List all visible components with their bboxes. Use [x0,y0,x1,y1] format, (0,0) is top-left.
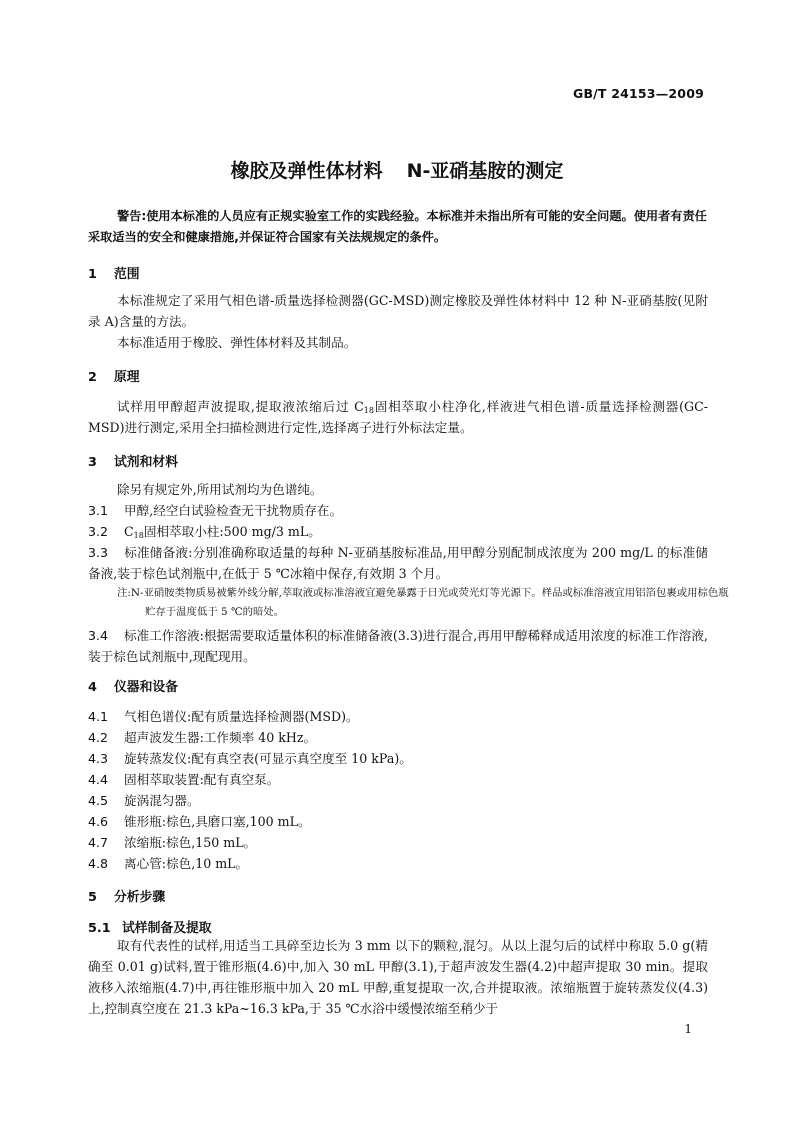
section-heading-4: 4 仪器和设备 [88,680,178,695]
section-1-paragraph-1: 本标准规定了采用气相色谱-质量选择检测器(GC-MSD)测定橡胶及弹性体材料中 12 种 N-亚硝基胺(见附录 A)含量的方法。 [88,293,708,329]
section-heading-2: 2 原理 [88,370,140,385]
item-4-2: 4.2 超声波发生器:工作频率 40 kHz。 [88,730,317,745]
item-4-8: 4.8 离心管:棕色,10 mL。 [88,856,249,871]
item-3-1: 3.1 甲醇,经空白试验检查无干扰物质存在。 [88,503,343,518]
subsection-heading-5-1: 5.1 试样制备及提取 [88,921,212,936]
item-3-3: 3.3 标准储备液:分别准确称取适量的每种 N-亚硝基胺标准品,用甲醇分别配制成浓度为 200 mg/L 的标准储备液,装于棕色试剂瓶中,在低于 5 ℃冰箱中保存,有效期 3 个月。 [88,545,708,581]
item-4-4: 4.4 固相萃取装置:配有真空泵。 [88,772,280,787]
section-3-intro: 除另有规定外,所用试剂均为色谱纯。 [117,482,323,497]
title-part-2: N-亚硝基胺的测定 [406,160,564,182]
item-4-1: 4.1 气相色谱仪:配有质量选择检测器(MSD)。 [88,709,359,724]
standard-number: GB/T 24153—2009 [572,86,704,101]
section-1-paragraph-2: 本标准适用于橡胶、弹性体材料及其制品。 [117,335,357,350]
item-4-7: 4.7 浓缩瓶:棕色,150 mL。 [88,835,257,850]
section-heading-3: 3 试剂和材料 [88,455,178,470]
warning-paragraph: 警告:使用本标准的人员应有正规实验室工作的实践经验。本标准并未指出所有可能的安全问题。使用者有责任采取适当的安全和健康措施,并保证符合国家有关法规规定的条件。 [88,209,707,244]
item-4-3: 4.3 旋转蒸发仪:配有真空表(可显示真空度至 10 kPa)。 [88,751,412,766]
section-heading-1: 1 范围 [88,267,140,282]
title-part-1: 橡胶及弹性体材料 [230,160,383,182]
item-4-6: 4.6 锥形瓶:棕色,具磨口塞,100 mL。 [88,814,311,829]
item-3-4: 3.4 标准工作溶液:根据需要取适量体积的标准储备液(3.3)进行混合,再用甲醇稀释成适用浓度的标准工作溶液,装于棕色试剂瓶中,现配现用。 [88,628,708,664]
section-heading-5: 5 分析步骤 [88,890,166,905]
item-4-5: 4.5 旋涡混匀器。 [88,793,200,808]
item-3-2: 3.2 $C_{18}$固相萃取小柱:500 mg/3 mL。 [88,524,321,540]
note-3-3: 注:N-亚硝胺类物质易被紫外线分解,萃取液或标准溶液宜避免暴露于日光或荧光灯等光源下。样品或标准溶液宜用铝箔包裹或用棕色瓶贮存于温度低于 5 ℃的暗处。 [117,587,729,618]
page-number: 1 [684,1022,692,1036]
section-2-paragraph: 试样用甲醇超声波提取,提取液浓缩后过 $C_{18}$固相萃取小柱净化,样液进气相色谱-质量选择检测器(GC-MSD)进行测定,采用全扫描检测进行定性,选择离子进行外标法定量。 [88,399,708,435]
document-title [0,156,794,183]
section-5-1-paragraph: 取有代表性的试样,用适当工具碎至边长为 3 mm 以下的颗粒,混匀。从以上混匀后的试样中称取 5.0 g(精确至 0.01 g)试料,置于锥形瓶(4.6)中,加入 30 mL 甲醇(3.1),于超声波发生器(4.2)中超声提取 30 min。提取液移入浓缩瓶(4.7)中,再往锥形瓶中加入 20 mL 甲醇,重复提取一次,合并提取液。浓缩瓶置于旋转蒸发仪(4.3)上,控制真空度在 21.3 kPa~16.3 kPa,于 35 ℃水浴中缓慢浓缩至稍少于 [88,938,709,1016]
